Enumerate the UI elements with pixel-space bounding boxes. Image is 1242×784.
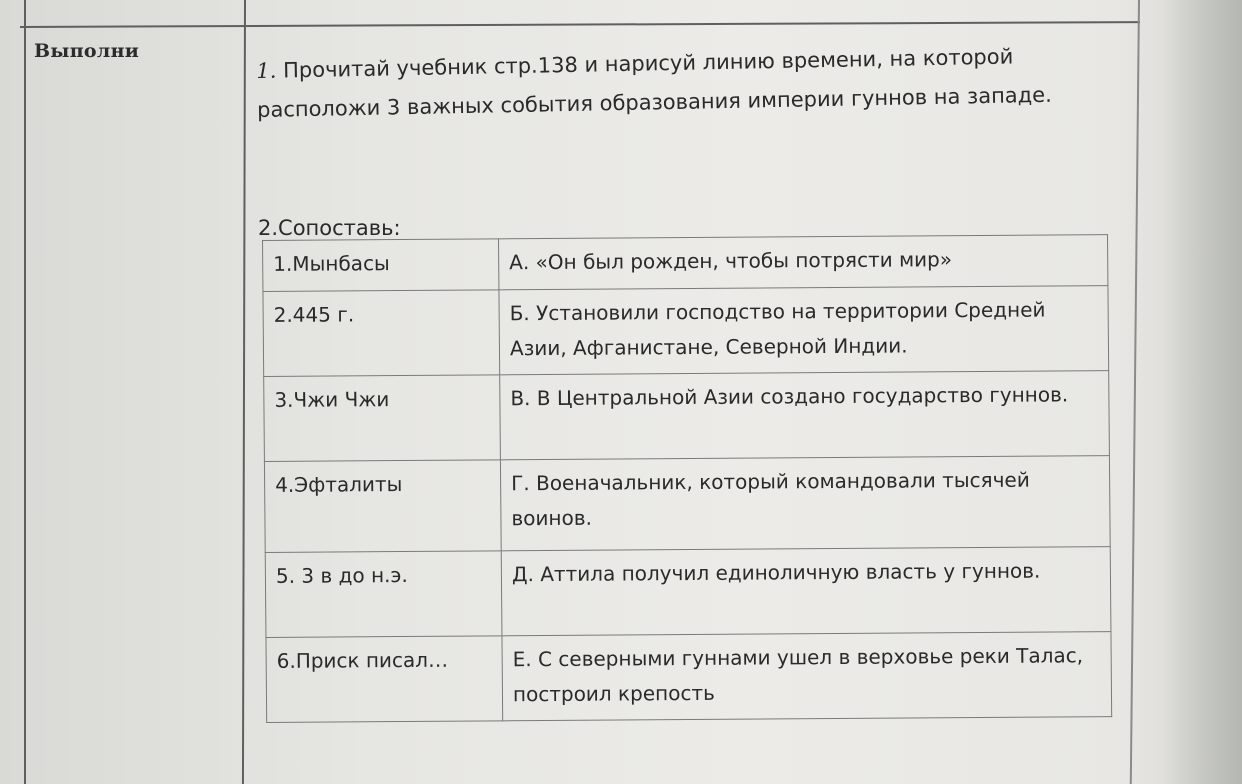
table-cell-right: А. «Он был рожден, чтобы потрясти мир» [498,235,1107,290]
table-cell-left: 4.Эфталиты [264,460,501,553]
table-cell-right: Г. Военачальник, который командовали тысячей воинов. [500,456,1110,551]
table-row [263,286,1109,377]
task-1-instruction [256,35,1117,129]
table-cell-left: 3.Чжи Чжи [264,375,501,462]
table-cell-right: Е. С северными гуннами ушел в верховье реки Талас, построил крепость [502,632,1112,721]
table-row [266,632,1112,723]
table-cell-left: 5. 3 в до н.э. [265,551,502,638]
column-divider-line [242,0,246,784]
task-2-label: 2.Сопоставь: [258,216,401,240]
task-1-number: 1. [256,58,277,83]
left-border-line [24,0,26,784]
section-label: Выполни [34,40,140,62]
table-cell-left: 6.Приск писал… [266,636,503,723]
table-cell-right: В. В Центральной Азии создано государство гуннов. [500,371,1110,460]
right-border-line [1130,0,1140,784]
table-row [265,547,1111,638]
task-1-text: Прочитай учебник стр.138 и нарисуй линию времени, на которой расположи 3 важных события образования империи гуннов на западе. [256,44,1052,122]
table-row [263,235,1108,292]
table-row [264,371,1110,462]
top-border-line [20,21,1140,28]
table-cell-right: Б. Установили господство на территории Средней Азии, Афганистане, Северной Индии. [499,286,1109,375]
table-cell-left: 2.445 г. [263,290,500,377]
matching-table [262,234,1112,723]
table-cell-left: 1.Мынбасы [263,239,499,292]
table-cell-right: Д. Аттила получил единоличную власть у гуннов. [501,547,1111,636]
table-row [264,456,1110,553]
